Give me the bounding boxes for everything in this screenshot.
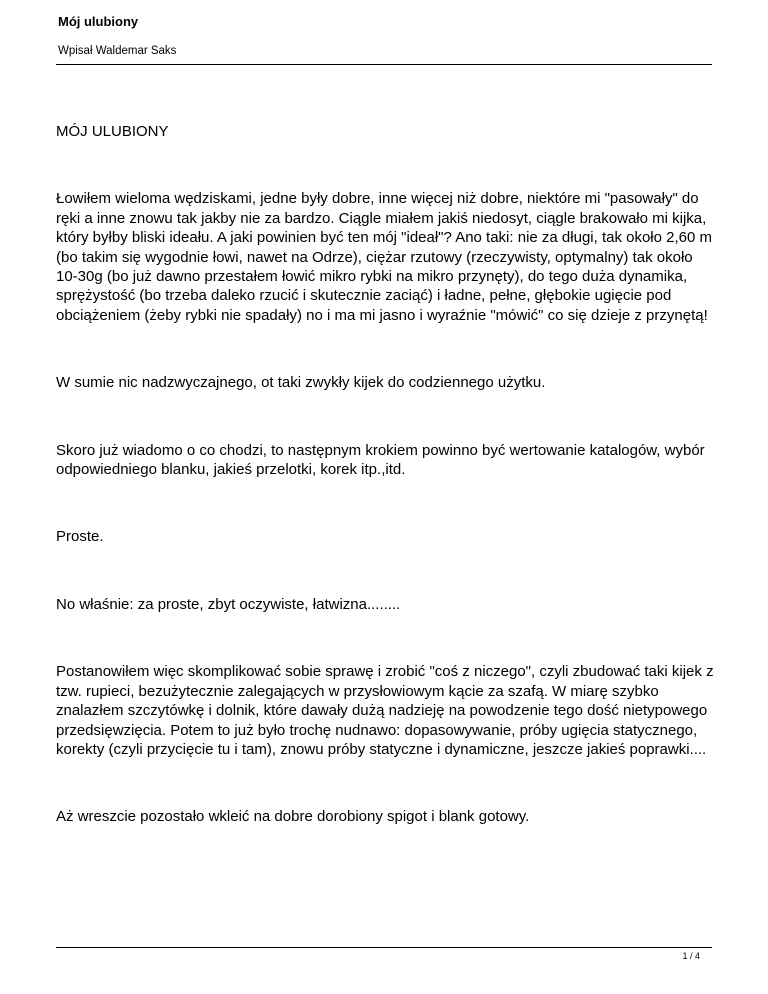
article-paragraph-2: W sumie nic nadzwyczajnego, ot taki zwykły kijek do codziennego użytku. (56, 374, 546, 392)
article-paragraph-3: Skoro już wiadomo o co chodzi, to następnym krokiem powinno być wertowanie katalogów, wybór odpowiedniego blanku, jakieś przelotki, korek itp.,itd. (56, 441, 705, 479)
article-paragraph-1: Łowiłem wieloma wędziskami, jedne były dobre, inne więcej niż dobre, niektóre mi "pasowały" do ręki a inne znowu tak jakby nie za bardzo. Ciągle miałem jakiś niedosyt, ciągle brakowało mi kijka, który byłby bliski ideału. A jaki powinien być ten mój "ideał"? Ano taki: nie za długi, tak około 2,60 m (bo takim się wygodnie łowi, nawet na Odrze), ciężar rzutowy (rzeczywisty, optymalny) tak około 10-30g (bo już dawno przestałem łowić mikro rybki na mikro przynęty), do tego duża dynamika, sprężystość (bo trzeba daleko rzucić i skutecznie zaciąć) i ładne, pełne, głębokie ugięcie pod obciążeniem (żeby rybki nie spadały) no i ma mi jasno i wyraźnie "mówić" co się dzieje z przynętą! (56, 190, 713, 324)
article-paragraph-6: Postanowiłem więc skomplikować sobie sprawę i zrobić "coś z niczego", czyli zbudować taki kijek z tzw. rupieci, bezużytecznie zalegających w przysłowiowym kącie za szafą. W miarę szybko znalazłem szczytówkę i dolnik, które dawały dużą nadzieję na powodzenie tego dość nietypowego przedsięwzięcia. Potem to już było trochę nudnawo: dopasowywanie, próby ugięcia statycznego, korekty (czyli przycięcie tu i tam), znowu próby statyczne i dynamiczne, jeszcze jakieś poprawki.... (56, 663, 714, 758)
article-paragraph-5: No właśnie: za proste, zbyt oczywiste, łatwizna........ (56, 595, 401, 613)
article-heading: MÓJ ULUBIONY (56, 123, 169, 140)
document-header-title: Mój ulubiony (58, 14, 139, 29)
document-author-line: Wpisał Waldemar Saks (58, 45, 177, 57)
article-paragraph-7: Aż wreszcie pozostało wkleić na dobre dorobiony spigot i blank gotowy. (56, 808, 530, 826)
article-body (56, 122, 716, 827)
article-paragraph-4: Proste. (56, 528, 104, 546)
header-divider (56, 64, 712, 65)
page-number: 1 / 4 (682, 951, 700, 961)
footer-divider (56, 947, 712, 948)
